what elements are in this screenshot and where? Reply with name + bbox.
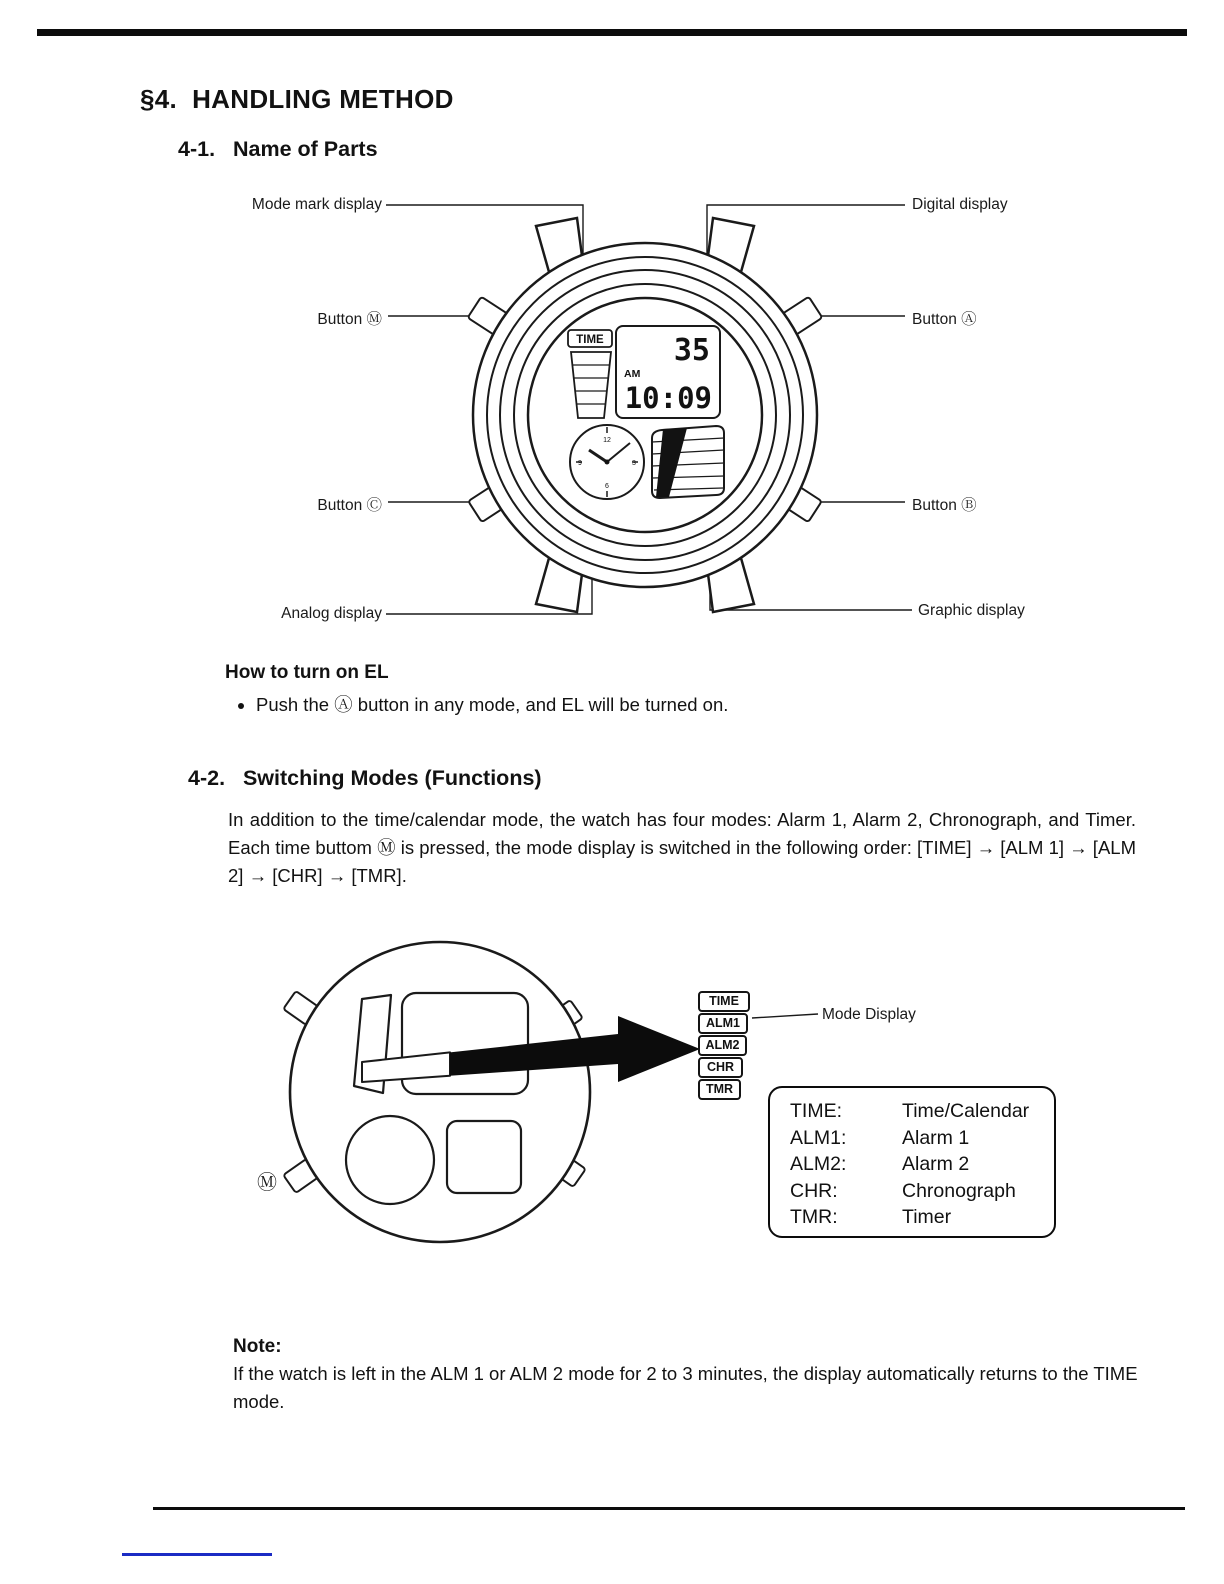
mode-display-item-alm2: ALM2 <box>698 1035 747 1056</box>
subsection-4-1-title: 4-1. Name of Parts <box>178 137 378 161</box>
graphic-display <box>652 426 724 498</box>
label-button-c: Button Ⓒ <box>317 497 382 514</box>
label-analog-display: Analog display <box>281 605 382 622</box>
mode-display-item-chr: CHR <box>698 1057 743 1078</box>
watch2-analog-dial <box>346 1116 434 1204</box>
el-bullet-list <box>232 692 1156 719</box>
mode-mark-text: TIME <box>576 334 604 346</box>
dial-numeral-3: 3 <box>632 460 636 467</box>
legend-desc: Time/Calendar <box>902 1100 1030 1122</box>
label-mode-display: Mode Display <box>822 1006 916 1023</box>
legend-desc: Timer <box>902 1206 952 1229</box>
mode-mark-keystone <box>571 352 611 418</box>
bottom-rule <box>153 1507 1185 1510</box>
dial-numeral-9: 9 <box>578 460 582 467</box>
digital-am-indicator: AM <box>624 368 641 380</box>
legend-row-alm1 <box>790 1125 1054 1152</box>
switching-modes-paragraph: In addition to the time/calendar mode, the watch has four modes: Alarm 1, Alarm 2, Chronograph, and Timer. Each time buttom Ⓜ is pressed, the mode display is switched in the following order: [TIME] → [ALM 1] → [ALM 2] → [CHR] → [TMR]. <box>228 809 1136 886</box>
legend-row-time <box>790 1098 1054 1125</box>
dial-center <box>605 460 610 465</box>
label-graphic-display: Graphic display <box>918 602 1025 619</box>
digital-time: 10:09 <box>624 381 712 415</box>
mode-display-item-alm1: ALM1 <box>698 1013 748 1034</box>
mode-display-item-tmr: TMR <box>698 1079 741 1100</box>
legend-row-alm2 <box>790 1151 1054 1178</box>
legend-desc: Alarm 1 <box>902 1126 970 1149</box>
digital-seconds: 35 <box>673 333 710 368</box>
dial-numeral-6: 6 <box>605 483 609 490</box>
section-title: §4. HANDLING METHOD <box>140 84 454 114</box>
dial-numeral-12: 12 <box>603 437 611 444</box>
subsection-4-2-title: 4-2. Switching Modes (Functions) <box>188 766 542 790</box>
note-text: If the watch is left in the ALM 1 or ALM 2 mode for 2 to 3 minutes, the display automatically returns to the TIME mode. <box>233 1363 1138 1412</box>
legend-abbr: TMR: <box>790 1206 838 1229</box>
label-digital-display: Digital display <box>912 196 1008 213</box>
legend-abbr: TIME: <box>790 1100 842 1122</box>
note-heading: Note: <box>233 1336 282 1357</box>
footer-blue-line <box>122 1553 272 1556</box>
el-heading: How to turn on EL <box>225 662 389 683</box>
leader-mode-display <box>752 1014 818 1018</box>
legend-abbr: ALM1: <box>790 1126 847 1149</box>
label-mode-mark-display: Mode mark display <box>251 196 382 213</box>
label-button-b: Button Ⓑ <box>912 497 977 514</box>
label-button-m: Button Ⓜ <box>317 311 382 328</box>
mode-display-item-time: TIME <box>698 991 750 1012</box>
legend-desc: Alarm 2 <box>902 1153 970 1176</box>
label-button-m-mark: Ⓜ <box>257 1172 277 1194</box>
watch2-graphic-display <box>447 1121 521 1193</box>
legend-desc: Chronograph <box>902 1179 1016 1202</box>
mode-display-stack <box>698 991 750 1100</box>
top-rule <box>37 29 1187 36</box>
legend-row-chr <box>790 1178 1054 1205</box>
legend-row-tmr <box>790 1204 1054 1231</box>
watch-parts-diagram <box>0 180 1224 650</box>
legend-abbr: ALM2: <box>790 1153 847 1176</box>
el-bullet-item: • Push the Ⓐ button in any mode, and EL will be turned on. <box>256 692 1156 719</box>
mode-legend-box <box>768 1086 1056 1238</box>
label-button-a: Button Ⓐ <box>912 311 977 328</box>
legend-abbr: CHR: <box>790 1179 838 1202</box>
